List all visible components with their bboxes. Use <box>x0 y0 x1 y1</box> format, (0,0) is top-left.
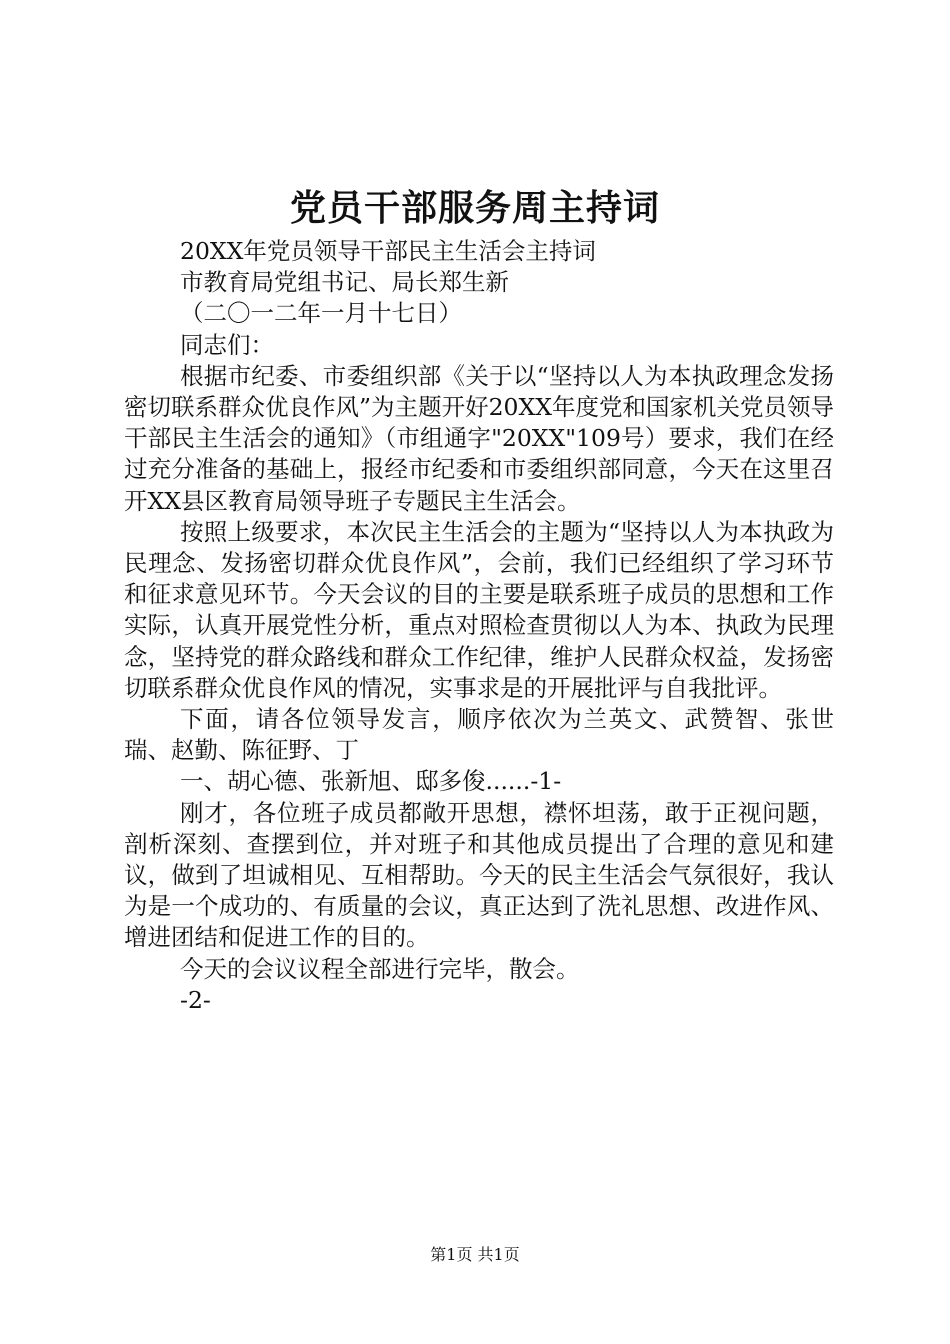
salutation-line: 同志们： <box>180 330 274 359</box>
paragraph-theme: 按照上级要求，本次民主生活会的主题为“坚持以人为本执政为民理念、发扬密切群众优良作风”，会前，我们已经组织了学习环节和征求意见环节。今天会议的目的主要是联系班子成员的思想和工作实际，认真开展党性分析，重点对照检查贯彻以人为本、执政为民理念，坚持党的群众路线和群众工作纪律，维护人民群众权益，发扬密切联系群众优良作风的情况，实事求是的开展批评与自我批评。 <box>124 517 834 702</box>
page-number-footer: 第1页 共1页 <box>430 1245 520 1264</box>
meeting-title-line: 20XX年党员领导干部民主生活会主持词 <box>180 237 596 265</box>
paragraph-closing: 今天的会议议程全部进行完毕，散会。 <box>180 954 580 983</box>
paragraph-background: 根据市纪委、市委组织部《关于以“坚持以人为本执政理念发扬密切联系群众优良作风”为主题开好20XX年度党和国家机关党员领导干部民主生活会的通知》（市组通字"20XX"109号）要求，我们在经过充分准备的基础上，报经市纪委和市委组织部同意，今天在这里召开XX县区教育局领导班子专题民主生活会。 <box>124 361 834 515</box>
document-body <box>124 236 834 1016</box>
date-line: （二〇一二年一月十七日） <box>180 299 462 328</box>
document-title: 党员干部服务周主持词 <box>289 187 660 229</box>
inline-page-marker: -2- <box>180 985 211 1014</box>
paragraph-names-continued: 一、胡心德、张新旭、邸多俊......-1- <box>180 767 562 796</box>
speaker-line: 市教育局党组书记、局长郑生新 <box>180 268 509 297</box>
paragraph-summary: 刚才，各位班子成员都敞开思想，襟怀坦荡，敢于正视问题，剖析深刻、查摆到位，并对班子和其他成员提出了合理的意见和建议，做到了坦诚相见、互相帮助。今天的民主生活会气氛很好，我认为是一个成功的、有质量的会议，真正达到了洗礼思想、改进作风、增进团结和促进工作的目的。 <box>124 798 834 952</box>
paragraph-speaking-order: 下面，请各位领导发言，顺序依次为兰英文、武赞智、张世瑞、赵勤、陈征野、丁 <box>124 705 834 765</box>
